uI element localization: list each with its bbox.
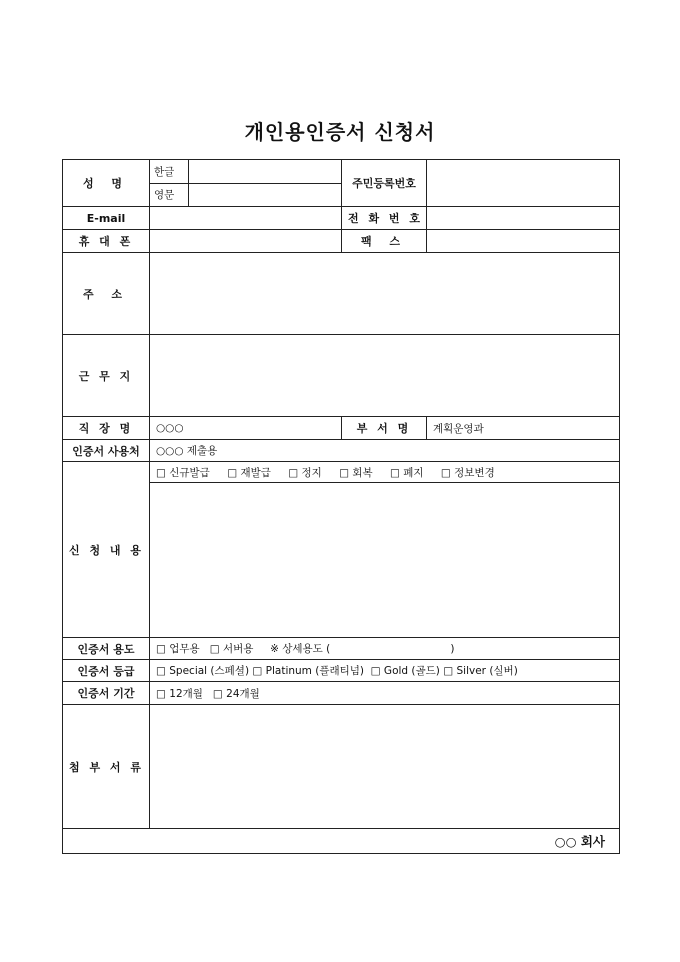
attachments-field[interactable] — [150, 705, 620, 829]
company-field[interactable]: ○○○ — [150, 417, 342, 440]
cert-purpose-label: 인증서 용도 — [63, 638, 150, 660]
option-revoke[interactable]: □ 폐지 — [390, 466, 424, 479]
korean-name-field[interactable] — [189, 160, 342, 183]
name-cell — [150, 160, 342, 207]
name-label: 성 명 — [63, 160, 150, 207]
application-details-field[interactable] — [150, 483, 620, 638]
cert-grade-options[interactable]: □ Special (스페셜) □ Platinum (플래티넘) □ Gold (골드) □ Silver (실버) — [150, 660, 620, 682]
cert-usage-place-field[interactable]: ○○○ 제출용 — [150, 440, 620, 462]
department-field[interactable]: 계획운영과 — [427, 417, 620, 440]
application-form — [62, 159, 620, 854]
address-field[interactable] — [150, 253, 620, 335]
english-name-label: 영문 — [150, 183, 189, 206]
email-label: E-mail — [63, 207, 150, 230]
attachments-label: 첨 부 서 류 — [63, 705, 150, 829]
korean-name-label: 한글 — [150, 160, 189, 183]
option-suspend[interactable]: □ 정지 — [288, 466, 322, 479]
fax-field[interactable] — [427, 230, 620, 253]
department-label: 부 서 명 — [342, 417, 427, 440]
address-label: 주 소 — [63, 253, 150, 335]
phone-field[interactable] — [427, 207, 620, 230]
workplace-field[interactable] — [150, 335, 620, 417]
cert-grade-label: 인증서 등급 — [63, 660, 150, 682]
english-name-field[interactable] — [189, 183, 342, 206]
company-label: 직 장 명 — [63, 417, 150, 440]
resident-number-field[interactable] — [427, 160, 620, 207]
option-info-change[interactable]: □ 정보변경 — [440, 466, 495, 479]
workplace-label: 근 무 지 — [63, 335, 150, 417]
application-label: 신 청 내 용 — [63, 462, 150, 638]
email-field[interactable] — [150, 207, 342, 230]
resident-number-label: 주민등록번호 — [342, 160, 427, 207]
cert-period-label: 인증서 기간 — [63, 682, 150, 705]
cert-purpose-options[interactable]: □ 업무용 □ 서버용 ※ 상세용도 ( ) — [150, 638, 620, 660]
company-signature: ○○ 회사 — [63, 829, 620, 854]
page-title: 개인용인증서 신청서 — [244, 120, 436, 144]
fax-label: 팩 스 — [342, 230, 427, 253]
mobile-field[interactable] — [150, 230, 342, 253]
option-new-issue[interactable]: □ 신규발급 — [156, 466, 210, 479]
mobile-label: 휴 대 폰 — [63, 230, 150, 253]
cert-period-options[interactable]: □ 12개월 □ 24개월 — [150, 682, 620, 705]
option-restore[interactable]: □ 회복 — [339, 466, 373, 479]
option-reissue[interactable]: □ 재발급 — [227, 466, 271, 479]
application-options — [150, 462, 620, 483]
phone-label: 전 화 번 호 — [342, 207, 427, 230]
cert-usage-place-label: 인증서 사용처 — [63, 440, 150, 462]
